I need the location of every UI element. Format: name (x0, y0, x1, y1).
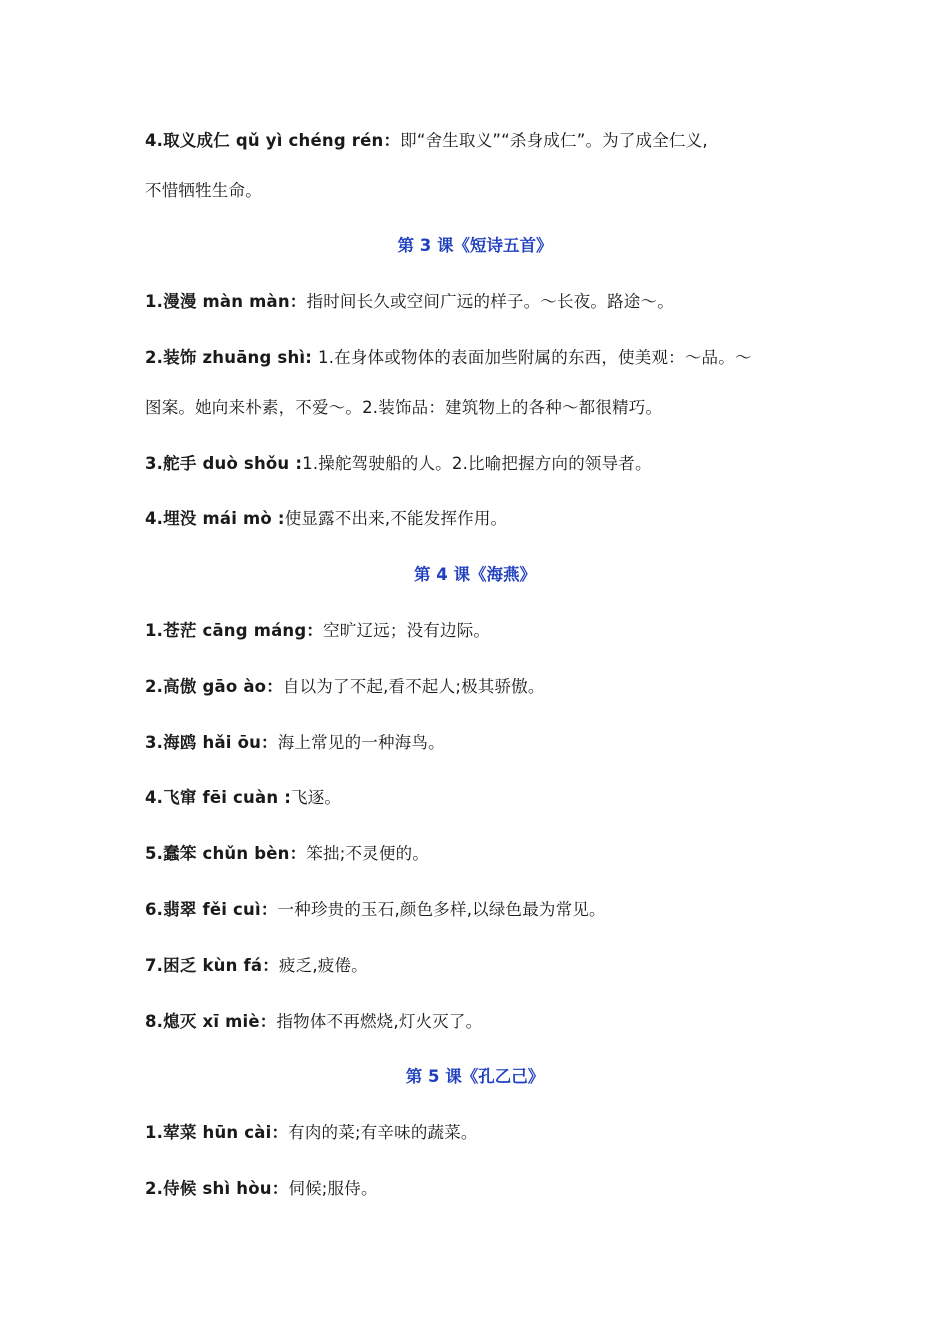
entry-definition: 使显露不出来,不能发挥作用。 (284, 509, 508, 528)
entry-term: 2.高傲 gāo ào： (145, 677, 283, 696)
entry-term: 2.侍候 shì hòu： (145, 1179, 289, 1198)
entry-term: 1.漫漫 màn màn： (145, 292, 307, 311)
entry-definition: 1.在身体或物体的表面加些附属的东西，使美观：～品。～ (318, 348, 752, 367)
entry-definition: 海上常见的一种海鸟。 (277, 733, 445, 752)
entry-hun-cai (145, 1121, 815, 1145)
entry-definition: 一种珍贵的玉石,颜色多样,以绿色最为常见。 (277, 900, 606, 919)
entry-definition: 自以为了不起,看不起人;极其骄傲。 (282, 677, 545, 696)
entry-kun-fa (145, 954, 815, 978)
entry-definition: 飞逐。 (291, 788, 342, 807)
entry-term: 4.取义成仁 qǔ yì chéng rén： (145, 131, 401, 150)
entry-definition: 指物体不再燃烧,灯火灭了。 (276, 1012, 483, 1031)
entry-term: 4.飞窜 fēi cuàn : (145, 788, 292, 807)
lesson-heading-3: 第 3 课《短诗五首》 (397, 236, 553, 255)
entry-xi-mie (145, 1010, 815, 1034)
entry-term: 3.舵手 duò shǒu : (145, 454, 303, 473)
entry-term: 5.蠢笨 chǔn bèn： (145, 844, 307, 863)
entry-definition: 空旷辽远；没有边际。 (323, 621, 491, 640)
entry-gao-ao (145, 675, 815, 699)
entry-definition: 有肉的菜;有辛味的蔬菜。 (288, 1123, 478, 1142)
entry-definition-continuation (145, 396, 815, 420)
entry-definition: 图案。她向来朴素，不爱～。2.装饰品：建筑物上的各种～都很精巧。 (145, 398, 663, 417)
entry-term: 3.海鸥 hǎi ōu： (145, 733, 278, 752)
entry-hai-ou (145, 731, 815, 755)
entry-definition: 伺候;服侍。 (288, 1179, 378, 1198)
entry-definition: 指时间长久或空间广远的样子。～长夜。路途～。 (306, 292, 674, 311)
entry-mai-mo (145, 507, 815, 531)
lesson-heading-5: 第 5 课《孔乙己》 (405, 1067, 545, 1086)
entry-man-man (145, 290, 815, 314)
entry-fei-cui (145, 898, 815, 922)
entry-term: 6.翡翠 fěi cuì： (145, 900, 278, 919)
entry-definition: 即“舍生取义”“杀身成仁”。为了成全仁义, (400, 131, 708, 150)
entry-chun-ben (145, 842, 815, 866)
entry-definition: 1.操舵驾驶船的人。2.比喻把握方向的领导者。 (302, 454, 652, 473)
entry-term: 7.困乏 kùn fá： (145, 956, 279, 975)
entry-term: 2.装饰 zhuāng shì: (145, 348, 318, 367)
entry-definition: 笨拙;不灵便的。 (306, 844, 429, 863)
lesson-heading-4: 第 4 课《海燕》 (414, 565, 536, 584)
entry-zhuang-shi (145, 346, 815, 370)
entry-duo-shou (145, 452, 815, 476)
entry-definition: 不惜牺牲生命。 (145, 181, 262, 200)
entry-term: 1.苍茫 cāng máng： (145, 621, 324, 640)
entry-qu-yi-cheng-ren (145, 129, 815, 153)
entry-definition-continuation (145, 179, 815, 203)
entry-cang-mang (145, 619, 815, 643)
entry-term: 8.熄灭 xī miè： (145, 1012, 277, 1031)
entry-term: 1.荤菜 hūn cài： (145, 1123, 289, 1142)
entry-definition: 疲乏,疲倦。 (278, 956, 368, 975)
entry-shi-hou (145, 1177, 815, 1201)
entry-fei-cuan (145, 786, 815, 810)
entry-term: 4.埋没 mái mò : (145, 509, 285, 528)
